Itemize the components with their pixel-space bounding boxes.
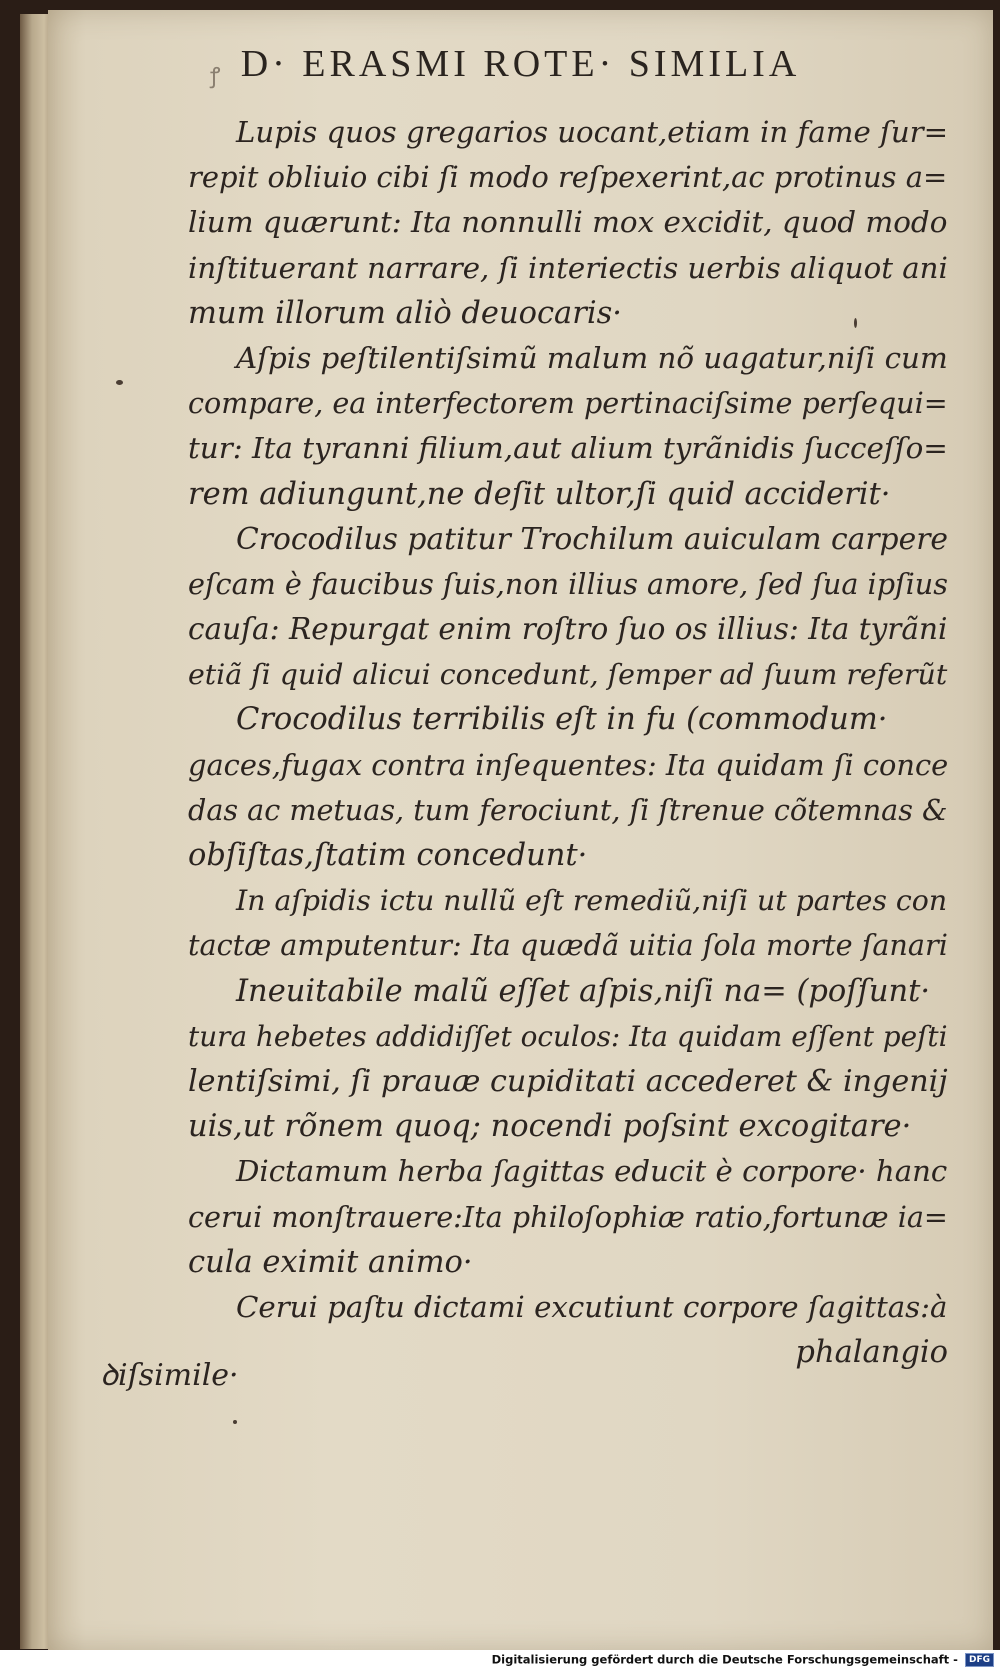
text-line: cauſa: Repurgat enim roſtro ſuo os illius: Ita tyrãni	[188, 612, 948, 647]
text-line: tactæ amputentur: Ita quædã uitia ſola morte ſanari	[188, 928, 948, 963]
text-line: etiã ſi quid alicui concedunt, ſemper ad ſuum referũt	[188, 658, 948, 692]
text-line: cula eximit animo·	[188, 1244, 473, 1280]
text-line: lium quærunt: Ita nonnulli mox excidit, quod modo	[188, 205, 948, 240]
text-line: rem adiungunt,ne deſit ultor,ſi quid acciderit·	[188, 476, 891, 512]
text-line: inſtituerant narrare, ſi interiectis uerbis aliquot ani	[188, 250, 948, 285]
text-line: mum illorum aliò deuocaris·	[188, 295, 622, 331]
text-line: cerui monſtrauere:Ita philoſophiæ ratio,fortunæ ia=	[188, 1199, 948, 1234]
text-line: In aſpidis ictu nullũ eſt remediũ,niſi ut partes con	[236, 884, 948, 918]
text-line: Dictamum herba ſagittas educit è corpore· hanc	[236, 1154, 948, 1189]
text-line: Crocodilus patitur Trochilum auiculam carpere	[236, 521, 948, 557]
ink-speck	[233, 1420, 237, 1424]
text-line: phalangio	[795, 1335, 948, 1371]
text-line: Crocodilus terribilis eſt in fu (commodum·	[236, 702, 888, 738]
text-line: das ac metuas, tum ferociunt, ſi ſtrenue cõtemnas &	[188, 792, 948, 827]
footer-credit	[0, 1652, 994, 1671]
text-line: Aſpis peſtilentiſsimũ malum nõ uagatur,niſi cum	[236, 340, 948, 375]
text-line: Lupis quos gregarios uocant,etiam in fame ſur=	[236, 115, 949, 149]
text-line: Ineuitabile malũ eſſet aſpis,niſi na= (poſſunt·	[236, 973, 931, 1009]
text-line: gaces,fugax contra inſequentes: Ita quidam ſi conce	[188, 747, 949, 782]
dfg-logo: DFG	[965, 1653, 994, 1667]
book-page	[48, 10, 993, 1650]
head-ornament: ꝭ	[210, 64, 221, 89]
text-line: Cerui paſtu dictami excutiunt corpore ſagittas:à	[236, 1289, 948, 1324]
body-text	[188, 110, 948, 1375]
text-line: obſiſtas,ſtatim concedunt·	[188, 838, 588, 873]
text-line: eſcam è faucibus ſuis,non illius amore, ſed ſua ipſius	[188, 566, 948, 601]
text-line: lentiſsimi, ſi prauæ cupiditati accederet & ingenij	[188, 1063, 948, 1099]
text-line: compare, ea interfectorem pertinaciſsime perſequi=	[188, 386, 948, 421]
text-line: uis,ut rõnem quoq; nocendi poſsint excogitare·	[188, 1109, 912, 1145]
ink-speck	[854, 318, 857, 328]
ink-speck	[116, 380, 123, 385]
text-line: tura hebetes addidiſſet oculos: Ita quidam eſſent peſti	[188, 1019, 948, 1053]
text-line: tur: Ita tyranni filium,aut alium tyrãnidis ſucceſſo=	[188, 431, 948, 466]
text-line: repit obliuio cibi ſi modo reſpexerint,ac protinus a=	[188, 160, 948, 195]
marginal-note: ꝺiſsimile·	[100, 1358, 239, 1393]
running-head: D· ERASMI ROTE· SIMILIA	[240, 43, 801, 85]
footer-credit-text: Digitalisierung gefördert durch die Deutsche Forschungsgemeinschaft -	[491, 1652, 958, 1667]
